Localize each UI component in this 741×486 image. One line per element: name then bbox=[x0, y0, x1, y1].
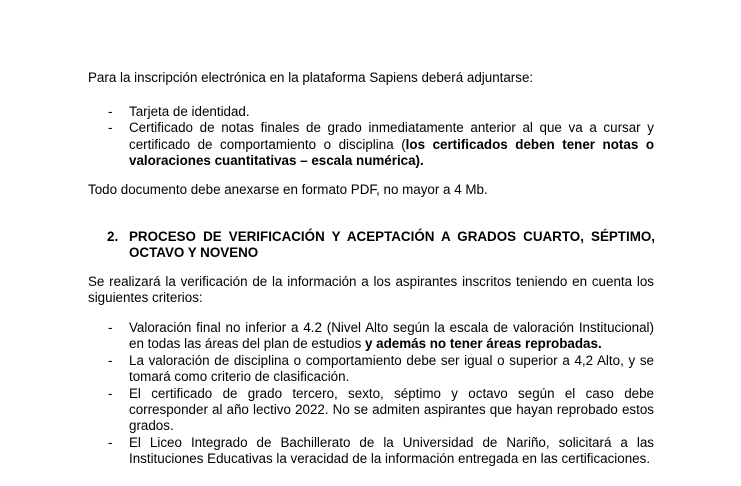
bullet-dash: - bbox=[108, 104, 113, 119]
list-item bbox=[88, 435, 654, 468]
section-number: 2. bbox=[107, 229, 119, 244]
bullet-dash: - bbox=[108, 320, 113, 335]
list-item bbox=[88, 353, 654, 386]
criteria-item-text: El Liceo Integrado de Bachillerato de la Universidad de Nariño, solicitará a las Instituciones Educativas la veracidad de la información entregada en las certificaciones. bbox=[129, 434, 654, 467]
section-title: PROCESO DE VERIFICACIÓN Y ACEPTACIÓN A GRADOS CUARTO, SÉPTIMO, OCTAVO Y NOVENO bbox=[129, 229, 655, 261]
format-note: Todo documento debe anexarse en formato PDF, no mayor a 4 Mb. bbox=[88, 182, 488, 197]
bullet-dash: - bbox=[108, 120, 113, 136]
criteria-item-text: El certificado de grado tercero, sexto, séptimo y octavo según el caso debe corresponder al año lectivo 2022. No se admiten aspirantes que hayan reprobado estos grados. bbox=[129, 385, 654, 434]
list-item bbox=[88, 120, 654, 169]
list-item bbox=[88, 104, 654, 120]
list-item bbox=[88, 386, 654, 435]
section-heading bbox=[107, 229, 655, 262]
document-item-text: Tarjeta de identidad. bbox=[129, 104, 250, 119]
criteria-item-bold-text: y además no tener áreas reprobadas. bbox=[364, 336, 602, 352]
document-item-text: Certificado de notas finales de grado inmediatamente anterior al que va a cursar y certificado de comportamiento o disciplina ( bbox=[129, 120, 654, 152]
criteria-intro-paragraph: Se realizará la verificación de la información a los aspirantes inscritos teniendo en cuenta los siguientes criterios: bbox=[88, 274, 654, 306]
intro-paragraph: Para la inscripción electrónica en la plataforma Sapiens deberá adjuntarse: bbox=[88, 70, 534, 85]
required-documents-list bbox=[88, 104, 654, 170]
criteria-item-text: La valoración de disciplina o comportamiento debe ser igual o superior a 4,2 Alto, y se tomará como criterio de clasificación. bbox=[129, 352, 654, 385]
criteria-list bbox=[88, 320, 654, 468]
criteria-item-text: Valoración final no inferior a 4.2 (Nivel Alto según la escala de valoración Institucional) en todas las áreas del plan de estudios bbox=[129, 320, 654, 352]
bullet-dash: - bbox=[108, 385, 113, 401]
bullet-dash: - bbox=[108, 352, 113, 368]
list-item bbox=[88, 320, 654, 353]
document-item-bold-text: los certificados deben tener notas o valoraciones cuantitativas – escala numérica). bbox=[129, 136, 654, 169]
bullet-dash: - bbox=[108, 434, 113, 450]
